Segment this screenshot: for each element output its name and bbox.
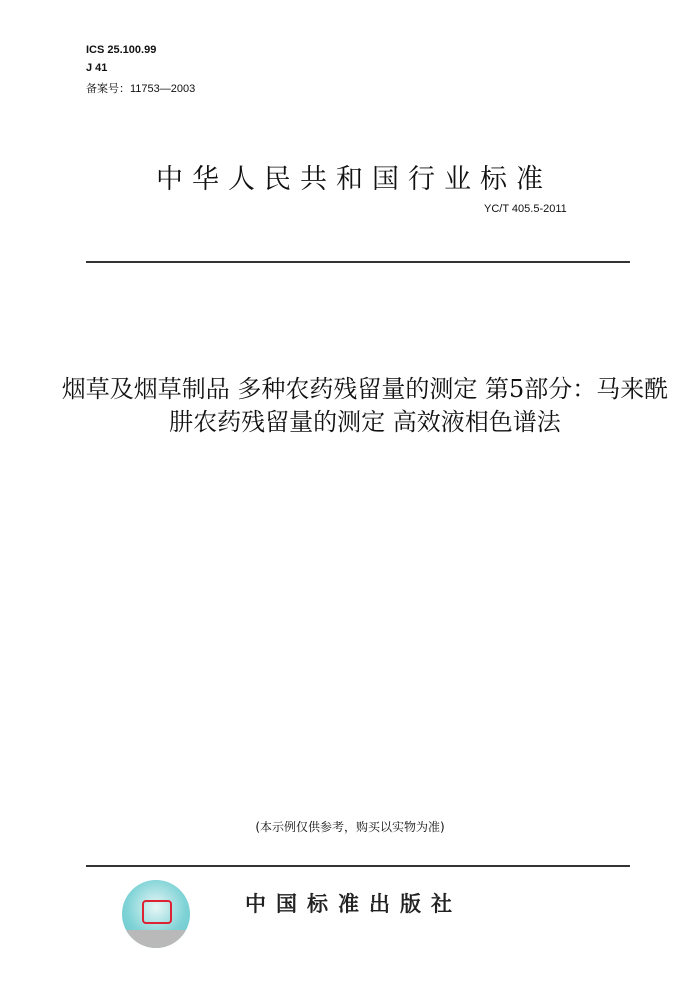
standard-type: 中华人民共和国行业标准 — [156, 164, 552, 195]
standard-code: YC/T 405.5-2011 — [484, 203, 567, 215]
sample-note: (本示例仅供参考，购买以实物为准) — [255, 820, 445, 834]
publisher: 中国标准出版社 — [245, 892, 462, 916]
document-title: 烟草及烟草制品 多种农药残留量的测定 第5部分：马来酰肼农药残留量的测定 高效液相色谱法 — [61, 375, 669, 436]
class-code: J 41 — [86, 62, 108, 74]
seal-logo — [142, 900, 172, 924]
anti-counterfeit-seal-icon — [122, 880, 190, 948]
divider-bottom — [86, 865, 630, 867]
ics-code: ICS 25.100.99 — [86, 44, 157, 56]
divider-top — [86, 261, 630, 263]
filing-number: 备案号：11753—2003 — [86, 83, 196, 95]
